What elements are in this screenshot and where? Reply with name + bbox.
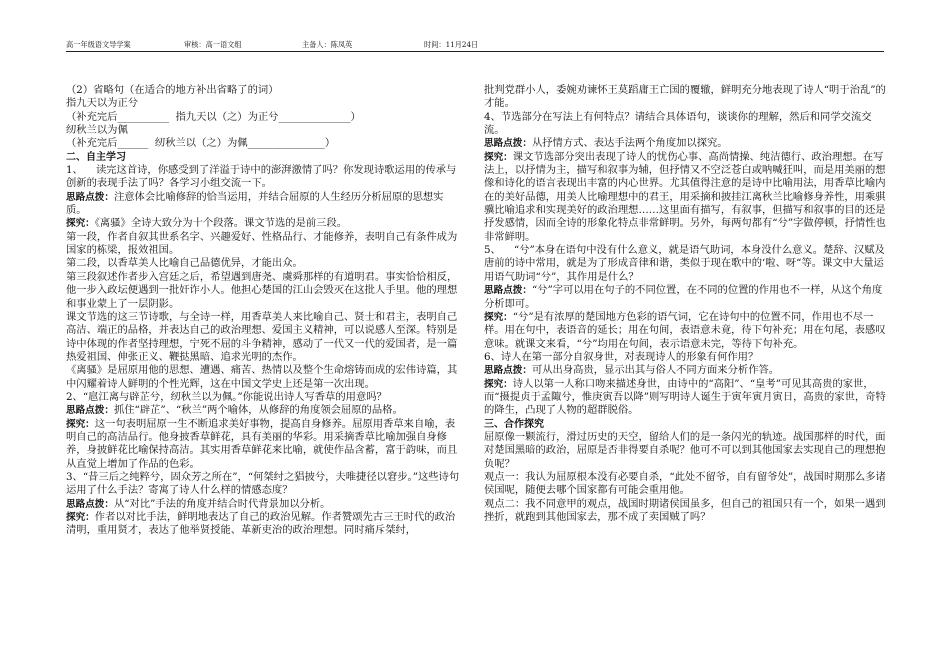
paragraph-label: 思路点拨： xyxy=(484,138,532,150)
paragraph: 屈原像一颗流行，滑过历史的天空，留给人们的是一条闪光的轨迹。战国那样的时代，面对楚国黑暗的政治，屈原是否非得要自杀呢？他可不可以到其他国家去实现自己的理想抱负呢？ xyxy=(484,430,886,470)
left-column xyxy=(66,84,460,538)
paragraph: 课文节选的这三节诗歌，与全诗一样，用香草美人来比喻自己、贤士和君主，表明自己高洁、端正的品格，并表达自己的政治理想、爱国主义精神，可以说感人至深。特别是诗中体现的作者坚持理想，宁死不屈的斗争精神，感动了一代又一代的爱国者，是一篇热爱祖国、伸张正义、鞭挞黑暗、追求光明的杰作。 xyxy=(66,310,458,363)
paragraph xyxy=(66,511,460,538)
paragraph-label: 探究： xyxy=(66,512,95,523)
section-heading: 二、自主学习 xyxy=(66,151,126,163)
paragraph-text: 注意体会比喻修辞的恰当运用，并结合屈原的人生经历分析屈原的思想实质。 xyxy=(66,190,444,217)
paragraph xyxy=(484,284,886,311)
paragraph: 4、节选部分在写法上有何特点？请结合具体语句，谈谈你的理解，然后和同学交流交流。 xyxy=(484,110,872,137)
paragraph-label: 探究： xyxy=(484,311,513,323)
paragraph-label: 探究： xyxy=(66,218,95,230)
paragraph: 《离骚》是屈原用他的思想、遭遇、痛苦、热情以及整个生命熔铸而成的宏伟诗篇，其中闪耀着诗人鲜明的个性光辉，这在中国文学史上还是第一次出现。 xyxy=(66,364,458,390)
paragraph-text: 作者以对比手法，鲜明地表达了自己的政治见解。作者赞颂先古三王时代的政治清明，重用贤才，表达了他举贤授能、革新吏治的政治理想。同时痛斥桀纣， xyxy=(66,511,456,537)
header-grade: 高一年级语文导学案 xyxy=(66,40,131,49)
paragraph-label: 思路点拨： xyxy=(66,405,114,417)
paragraph-label: 思路点拨： xyxy=(484,365,532,377)
paragraph-text: 从抒情方式、表达手法两个角度加以探究。 xyxy=(531,137,728,150)
paragraph xyxy=(66,217,460,230)
paragraph: 观点二：我不同意甲的观点，战国时期诸侯国虽多，但自己的祖国只有一个，如果一遇到挫折，就跑到其他国家去，那不成了卖国贼了吗？ xyxy=(484,497,886,523)
right-column xyxy=(484,84,886,524)
paragraph xyxy=(66,191,460,218)
paragraph: 6、诗人在第一部分自叙身世，对表现诗人的形象有何作用？ xyxy=(484,350,759,363)
paragraph-label: 思路点拨： xyxy=(66,191,114,203)
paragraph: 观点一：我认为屈原根本没有必要自杀，“此处不留爷，自有留爷处”，战国时期那么多诸侯国呢，随便去哪个国家都有可能会重用他。 xyxy=(484,470,886,497)
paragraph-text: 从“对比”手法的角度并结合时代背景加以分析。 xyxy=(113,497,331,510)
paragraph: 第一段，作者自叙其世系名字、兴趣爱好、性格品行、才能修养，表明自己有条件成为国家的栋梁，报效祖国。 xyxy=(66,230,458,257)
paragraph xyxy=(484,151,886,244)
paragraph xyxy=(66,418,460,471)
paragraph-text: 这一句表明屈原一生不断追求美好事物，提高自身修养。屈原用香草来自喻，表明自己的高洁品行。他身披香草鲜花，具有美丽的华彩。用采摘香草比喻加强自身修养，身披鲜花比喻保持高洁。其实用香草鲜花来比喻，就使作品含蓄，富于韵味，而且从直觉上增加了作品的色彩。 xyxy=(66,417,458,470)
paragraph-text: “兮”是有浓厚的楚国地方色彩的语气词，它在诗句中的位置不同，作用也不尽一样。用在句中，表语音的延长；用在句间，表语意未竟，待下句补充；用在句尾，表感叹意味。就课文来看，“兮”均用在句间，表示语意未完，等待下句补充。 xyxy=(484,310,886,350)
header-reviewer: 审核：高一语文组 xyxy=(184,40,242,49)
paragraph: 2、“扈江离与辟芷兮，纫秋兰以为佩。”你能说出诗人写香草的用意吗？ xyxy=(66,390,387,403)
header-preparer: 主备人：陈凤英 xyxy=(302,40,353,49)
paragraph: （2）省略句（在适合的地方补出省略了的词） xyxy=(66,84,279,96)
paragraph: 指九天以为正兮 xyxy=(66,97,139,110)
paragraph: 纫秋兰以为佩 xyxy=(66,124,128,137)
section-heading: 三、合作探究 xyxy=(484,418,544,430)
paragraph-text: 课文节选部分突出表现了诗人的忧伤心事、高尚情操、纯洁德行、政治理想。在写法上，以抒情为主，描写和叙事为辅，但抒情又不空泛苍白或呐喊狂叫，而是用美丽的想像和诗化的语言表现出丰富的内心世界。尤其值得注意的是诗中比喻用法，用香草比喻内在的美好品德，用美人比喻理想中的君王，用采摘和披挂江离秋兰比喻修身养性，用乘骐骥比喻追求和实现美好的政治理想……这里面有描写，有叙事，但描写和叙事的目的还是抒发感情，因而全诗的形象化特点非常鲜明。另外，每两句都有“兮”字做停顿，抒情性也非常鲜明。 xyxy=(484,150,886,243)
page-header xyxy=(66,39,884,51)
paragraph-label: 思路点拨： xyxy=(484,285,532,297)
paragraph-text: 《离骚》全诗大致分为十个段落。课文节选的是前三段。 xyxy=(94,217,348,230)
paragraph-text: 可从出身高贵，显示出其与俗人不同方面来分析作答。 xyxy=(531,364,780,377)
paragraph: 3、“昔三后之纯粹兮，固众芳之所在”，“何桀纣之猖披兮，夫唯捷径以窘步。”这些诗句运用了什么手法？寄寓了诗人什么样的情感态度？ xyxy=(66,470,460,497)
paragraph xyxy=(484,364,886,377)
paragraph xyxy=(66,498,460,511)
paragraph: 第二段，以香草美人比喻自己品德优异，才能出众。 xyxy=(66,257,303,270)
paragraph xyxy=(484,311,886,351)
header-rule xyxy=(66,51,884,52)
header-date: 时间：11月24日 xyxy=(424,40,479,49)
paragraph xyxy=(484,378,886,418)
paragraph xyxy=(66,404,460,417)
paragraph xyxy=(484,137,886,150)
paragraph: 批判党群小人，委婉劝谏怀王莫蹈庸王亡国的覆辙，鲜明充分地表现了诗人“明于治乱”的才能。 xyxy=(484,84,886,110)
paragraph-text: “兮”字可以用在句子的不同位置，在不同的位置的作用也不一样，从这个角度分析即可。 xyxy=(484,284,883,310)
paragraph-label: 思路点拨： xyxy=(66,498,114,510)
paragraph-text: 诗人以第一人称口吻来描述身世，由诗中的“高阳”、“皇考”可见其高贵的家世，而“摄提贞于孟陬兮，惟庚寅吾以降”则写明诗人诞生于寅年寅月寅日，高贵的家世，奇特的降生，凸现了人物的超群脱俗。 xyxy=(484,377,886,417)
paragraph-text: 抓住“辟芷”、“秋兰”两个喻体，从修辞的角度领会屈原的品格。 xyxy=(113,404,403,417)
paragraph-label: 探究： xyxy=(484,378,513,390)
paragraph: 5、 “兮”本身在语句中没有什么意义，就是语气助词，本身没什么意义。楚辞、汉赋及唐前的诗中常用，就是为了形成音律和谐，类似于现在歌中的‘啦、呀“等。课文中大量运用语气助词“兮”，其作用是什么？ xyxy=(484,244,885,283)
paragraph: （补充完后__________ 指九天以（之）为正兮______________） xyxy=(66,110,361,123)
paragraph: （补充完后______ 纫秋兰以（之）为佩_______________） xyxy=(66,137,336,150)
paragraph-label: 探究： xyxy=(484,151,513,163)
paragraph: 第三段叙述作者步入宫廷之后，希望遇到唐尧、虞舜那样的有道明君。事实恰恰相反，他一步入政坛便遇到一批奸诈小人。他担心楚国的江山会毁灭在这批人手里。他的理想和事业蒙上了一层阴影。 xyxy=(66,270,458,310)
paragraph-label: 探究： xyxy=(66,418,95,430)
paragraph: 1、 读完这首诗，你感受到了洋溢于诗中的澎湃激情了吗？你发现诗歌运用的传承与创新的表现手法了吗？各学习小组交流一下。 xyxy=(66,164,457,190)
